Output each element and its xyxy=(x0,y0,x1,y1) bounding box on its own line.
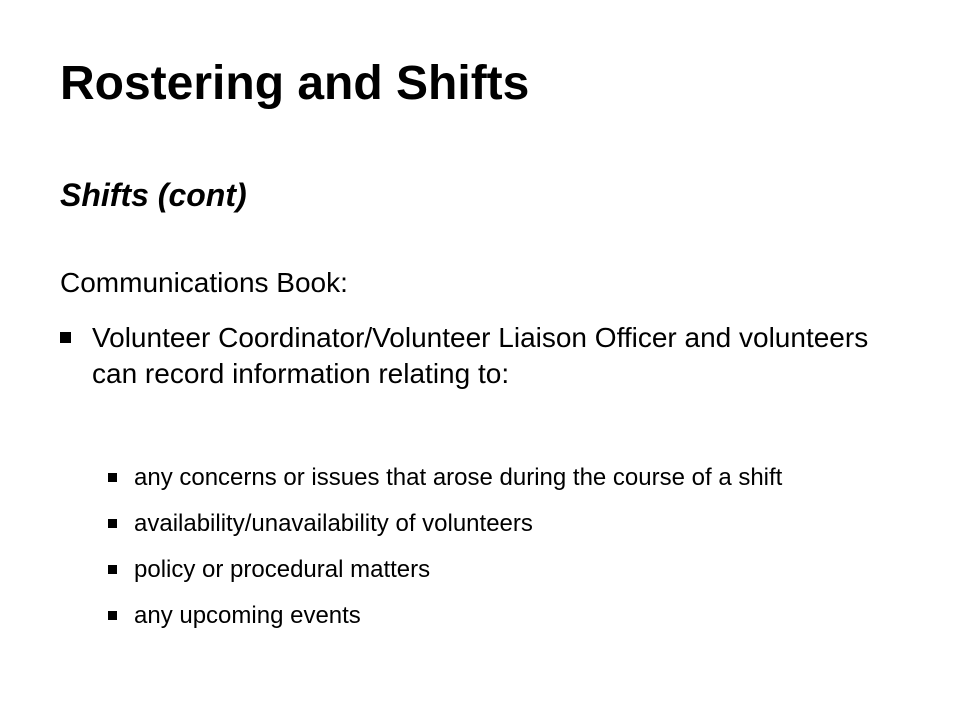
sub-bullet-text: policy or procedural matters xyxy=(134,556,431,583)
square-bullet-icon xyxy=(108,473,117,482)
sub-bullet-item xyxy=(108,600,898,631)
main-bullet xyxy=(60,320,900,392)
square-bullet-icon xyxy=(108,611,117,620)
intro-text: Communications Book: xyxy=(60,267,348,298)
main-bullet-text: Volunteer Coordinator/Volunteer Liaison Officer and volunteers can record information relating to: xyxy=(92,322,869,389)
sub-bullet-text: availability/unavailability of volunteers xyxy=(134,510,533,537)
sub-bullet-text: any concerns or issues that arose during the course of a shift xyxy=(134,464,783,491)
sub-bullet-item xyxy=(108,462,898,493)
square-bullet-icon xyxy=(60,332,71,343)
slide-title: Rostering and Shifts xyxy=(60,57,530,110)
slide-subtitle: Shifts (cont) xyxy=(60,177,247,213)
sub-bullet-list xyxy=(108,462,898,646)
sub-bullet-item xyxy=(108,554,898,585)
sub-bullet-text: any upcoming events xyxy=(134,602,361,629)
sub-bullet-item xyxy=(108,508,898,539)
square-bullet-icon xyxy=(108,565,117,574)
square-bullet-icon xyxy=(108,519,117,528)
